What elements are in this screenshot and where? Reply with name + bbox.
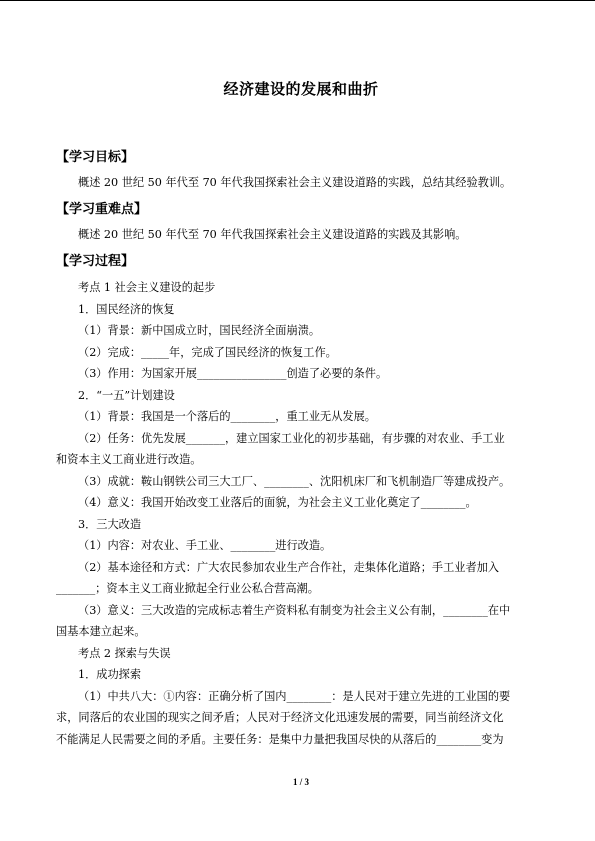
text-line: （2）任务：优先发展_______，建立国家工业化的初步基础，有步骤的对农业、手工业 (78, 432, 505, 445)
text-line: （3）成就：鞍山钢铁公司三大工厂、________、沈阳机床厂和飞机制造厂等建成投产。 (78, 475, 511, 488)
text-line: 和资本主义工商业进行改造。 (56, 453, 202, 466)
document-title: 经济建设的发展和曲折 (223, 80, 379, 98)
subsection-heading: 1．成功探索 (78, 668, 142, 681)
text-line: （1）背景：新中国成立时，国民经济全面崩溃。 (78, 324, 321, 337)
section-heading-process: 【学习过程】 (56, 254, 135, 269)
text-line: （2）完成：_____年，完成了国民经济的恢复工作。 (78, 346, 337, 359)
text-line: _______；资本主义工商业掀起全行业公私合营高潮。 (56, 582, 319, 595)
text-line: 求，同落后的农业国的现实之间矛盾；人民对于经济文化迅速发展的需要，同当前经济文化 (56, 711, 504, 724)
page-number: 1 / 3 (292, 777, 309, 787)
topic-2-heading: 考点 2 探索与失误 (78, 647, 171, 660)
text-line: （3）意义：三大改造的完成标志着生产资料私有制变为社会主义公有制，________在中 (78, 604, 511, 617)
topic-1-heading: 考点 1 社会主义建设的起步 (78, 281, 216, 294)
text-line: （3）作用：为国家开展________________创造了必要的条件。 (78, 367, 388, 380)
subsection-1-heading: 1．国民经济的恢复 (78, 303, 175, 316)
subsection-3-heading: 3．三大改造 (78, 518, 142, 531)
section-heading-goals: 【学习目标】 (56, 150, 135, 165)
text-line: （1）背景：我国是一个落后的________，重工业无从发展。 (78, 410, 376, 423)
goals-text: 概述 20 世纪 50 年代至 70 年代我国探索社会主义建设道路的实践，总结其经验教训。 (78, 176, 512, 189)
text-line: （4）意义：我国开始改变工业落后的面貌，为社会主义工业化奠定了________。 (78, 496, 477, 509)
text-line: 不能满足人民需要之间的矛盾。主要任务：是集中力量把我国尽快的从落后的________变为 (56, 733, 504, 746)
section-heading-keypoints: 【学习重难点】 (56, 202, 148, 217)
text-line: 国基本建立起来。 (56, 625, 146, 638)
top-border-line (0, 0, 595, 1)
text-line: （2）基本途径和方式：广大农民参加农业生产合作社，走集体化道路；手工业者加入 (78, 561, 500, 574)
text-line: （1）内容：对农业、手工业、________进行改造。 (78, 539, 332, 552)
keypoints-text: 概述 20 世纪 50 年代至 70 年代我国探索社会主义建设道路的实践及其影响。 (78, 228, 467, 241)
subsection-2-heading: 2．“一五”计划建设 (78, 389, 175, 402)
text-line: （1）中共八大：①内容：正确分析了国内________：是人民对于建立先进的工业国的要 (78, 690, 511, 703)
